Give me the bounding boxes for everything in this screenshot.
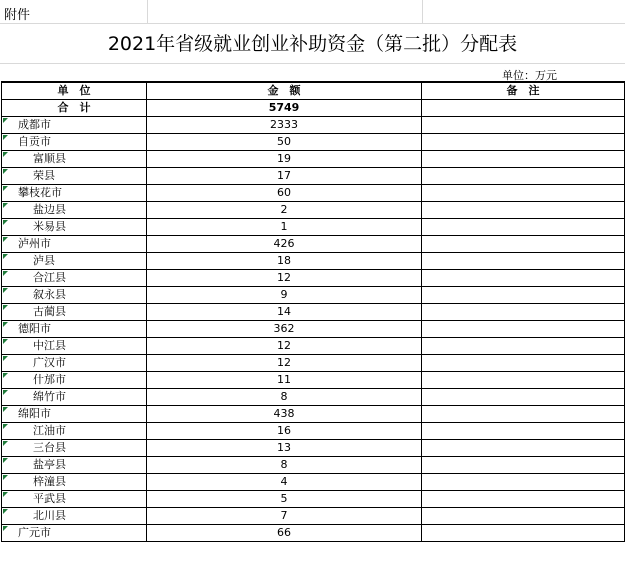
table-row <box>2 168 625 185</box>
region-name-cell[interactable]: 成都市 <box>2 117 147 134</box>
table-row <box>2 406 625 423</box>
note-cell[interactable] <box>422 491 625 508</box>
header-amount[interactable]: 金 额 <box>147 82 422 100</box>
unit-label[interactable]: 单位：万元 <box>502 69 557 82</box>
table-row <box>2 236 625 253</box>
amount-cell[interactable]: 18 <box>147 253 422 270</box>
note-cell[interactable] <box>422 304 625 321</box>
note-cell[interactable] <box>422 423 625 440</box>
amount-cell[interactable]: 19 <box>147 151 422 168</box>
note-cell[interactable] <box>422 474 625 491</box>
region-name-cell[interactable]: 荣县 <box>2 168 147 185</box>
table-row <box>2 508 625 525</box>
region-name-cell[interactable]: 德阳市 <box>2 321 147 338</box>
table-row <box>2 117 625 134</box>
amount-cell[interactable]: 14 <box>147 304 422 321</box>
region-name-cell[interactable]: 三台县 <box>2 440 147 457</box>
amount-cell[interactable]: 1 <box>147 219 422 236</box>
table-row <box>2 270 625 287</box>
amount-cell[interactable]: 2333 <box>147 117 422 134</box>
note-cell[interactable] <box>422 372 625 389</box>
region-name-cell[interactable]: 绵竹市 <box>2 389 147 406</box>
note-cell[interactable] <box>422 117 625 134</box>
region-name-cell[interactable]: 北川县 <box>2 508 147 525</box>
amount-cell[interactable]: 16 <box>147 423 422 440</box>
amount-cell[interactable]: 66 <box>147 525 422 542</box>
region-name-cell[interactable]: 什邡市 <box>2 372 147 389</box>
amount-cell[interactable]: 12 <box>147 355 422 372</box>
note-cell[interactable] <box>422 168 625 185</box>
table-row <box>2 134 625 151</box>
amount-cell[interactable]: 2 <box>147 202 422 219</box>
amount-cell[interactable]: 8 <box>147 457 422 474</box>
region-name-cell[interactable]: 泸州市 <box>2 236 147 253</box>
table-row <box>2 525 625 542</box>
amount-cell[interactable]: 17 <box>147 168 422 185</box>
gridline <box>147 0 148 24</box>
table-row <box>2 372 625 389</box>
table-row <box>2 389 625 406</box>
note-cell[interactable] <box>422 406 625 423</box>
region-name-cell[interactable]: 绵阳市 <box>2 406 147 423</box>
table-row <box>2 321 625 338</box>
note-cell[interactable] <box>422 202 625 219</box>
note-cell[interactable] <box>422 270 625 287</box>
total-amount[interactable]: 5749 <box>147 100 422 117</box>
amount-cell[interactable]: 13 <box>147 440 422 457</box>
table-row <box>2 253 625 270</box>
table-row <box>2 423 625 440</box>
note-cell[interactable] <box>422 338 625 355</box>
note-cell[interactable] <box>422 355 625 372</box>
amount-cell[interactable]: 426 <box>147 236 422 253</box>
region-name-cell[interactable]: 泸县 <box>2 253 147 270</box>
region-name-cell[interactable]: 平武县 <box>2 491 147 508</box>
table-row <box>2 202 625 219</box>
region-name-cell[interactable]: 盐亭县 <box>2 457 147 474</box>
region-name-cell[interactable]: 盐边县 <box>2 202 147 219</box>
note-cell[interactable] <box>422 185 625 202</box>
total-label[interactable]: 合 计 <box>2 100 147 117</box>
note-cell[interactable] <box>422 236 625 253</box>
page-title[interactable]: 2021年省级就业创业补助资金（第二批）分配表 <box>107 33 518 55</box>
amount-cell[interactable]: 12 <box>147 338 422 355</box>
note-cell[interactable] <box>422 525 625 542</box>
region-name-cell[interactable]: 叙永县 <box>2 287 147 304</box>
attachment-row <box>0 0 625 24</box>
amount-cell[interactable]: 7 <box>147 508 422 525</box>
note-cell[interactable] <box>422 457 625 474</box>
total-row <box>2 100 625 117</box>
table-row <box>2 440 625 457</box>
region-name-cell[interactable]: 自贡市 <box>2 134 147 151</box>
note-cell[interactable] <box>422 219 625 236</box>
gridline <box>422 0 423 24</box>
gridline <box>0 63 625 64</box>
region-name-cell[interactable]: 古蔺县 <box>2 304 147 321</box>
amount-cell[interactable]: 362 <box>147 321 422 338</box>
note-cell[interactable] <box>422 253 625 270</box>
table-row <box>2 355 625 372</box>
note-cell[interactable] <box>422 134 625 151</box>
note-cell[interactable] <box>422 440 625 457</box>
note-cell[interactable] <box>422 321 625 338</box>
total-note[interactable] <box>422 100 625 117</box>
amount-cell[interactable]: 50 <box>147 134 422 151</box>
table-row <box>2 219 625 236</box>
amount-cell[interactable]: 438 <box>147 406 422 423</box>
region-name-cell[interactable]: 米易县 <box>2 219 147 236</box>
header-note[interactable]: 备 注 <box>422 82 625 100</box>
table-row <box>2 338 625 355</box>
header-unit[interactable]: 单 位 <box>2 82 147 100</box>
table-row <box>2 304 625 321</box>
amount-cell[interactable]: 11 <box>147 372 422 389</box>
table-row <box>2 491 625 508</box>
region-name-cell[interactable]: 江油市 <box>2 423 147 440</box>
amount-cell[interactable]: 9 <box>147 287 422 304</box>
allocation-table <box>1 81 625 542</box>
region-name-cell[interactable]: 富顺县 <box>2 151 147 168</box>
attachment-label[interactable]: 附件 <box>4 8 31 23</box>
region-name-cell[interactable]: 中江县 <box>2 338 147 355</box>
region-name-cell[interactable]: 广元市 <box>2 525 147 542</box>
table-row <box>2 457 625 474</box>
note-cell[interactable] <box>422 287 625 304</box>
note-cell[interactable] <box>422 389 625 406</box>
note-cell[interactable] <box>422 508 625 525</box>
header-row <box>2 82 625 100</box>
table-row <box>2 151 625 168</box>
amount-cell[interactable]: 60 <box>147 185 422 202</box>
amount-cell[interactable]: 4 <box>147 474 422 491</box>
region-name-cell[interactable]: 攀枝花市 <box>2 185 147 202</box>
region-name-cell[interactable]: 广汉市 <box>2 355 147 372</box>
table-row <box>2 287 625 304</box>
region-name-cell[interactable]: 合江县 <box>2 270 147 287</box>
region-name-cell[interactable]: 梓潼县 <box>2 474 147 491</box>
amount-cell[interactable]: 12 <box>147 270 422 287</box>
table-row <box>2 185 625 202</box>
amount-cell[interactable]: 5 <box>147 491 422 508</box>
amount-cell[interactable]: 8 <box>147 389 422 406</box>
note-cell[interactable] <box>422 151 625 168</box>
table-row <box>2 474 625 491</box>
